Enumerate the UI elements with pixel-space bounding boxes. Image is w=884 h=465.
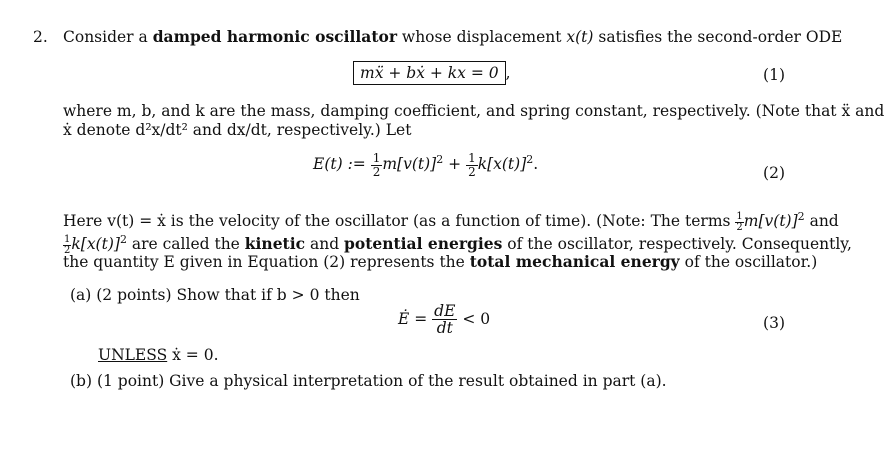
kinetic-exp: 2 <box>797 210 805 223</box>
equation-2-lhs: E(t) := <box>313 155 371 174</box>
equation-3 <box>398 303 490 337</box>
intro-line <box>63 28 842 47</box>
equation-2-term-2: k[x(t)] <box>477 155 527 174</box>
half-denominator: 2 <box>64 244 71 256</box>
equation-3-numerator: dE <box>434 302 456 320</box>
intro-variable: x(t) <box>566 28 594 46</box>
equation-2-number: (2) <box>763 164 785 182</box>
potential-exp: 2 <box>119 233 127 246</box>
intro-bold-term: damped harmonic oscillator <box>152 27 397 46</box>
half-numerator: 1 <box>372 151 381 165</box>
equation-2-half-2 <box>466 152 478 178</box>
equation-3-denominator: dt <box>436 319 453 338</box>
here-line-1-end: and <box>804 212 839 231</box>
kinetic-term: m[v(t)] <box>743 212 798 231</box>
equation-2 <box>313 152 538 178</box>
part-a-text: (a) (2 points) Show that if b > 0 then <box>70 286 360 304</box>
equation-2-term-1: m[v(t)] <box>382 155 437 174</box>
unless-underlined: UNLESS <box>98 346 168 364</box>
equation-2-plus: + <box>443 155 467 174</box>
total-energy-bold: total mechanical energy <box>469 252 680 271</box>
equation-1-number: (1) <box>763 66 785 84</box>
part-b-text: (b) (1 point) Give a physical interpretation of the result obtained in part (a). <box>70 372 667 390</box>
here-line-3-text-1: the quantity E given in Equation (2) represents the <box>63 253 470 271</box>
half-denominator: 2 <box>468 164 476 179</box>
unless-line <box>98 346 219 365</box>
equation-3-number: (3) <box>763 314 785 332</box>
equation-3-lhs: Ė = <box>398 309 433 328</box>
equation-2-tail: . <box>533 155 539 174</box>
here-line-1-text: Here v(t) = ẋ is the velocity of the oscillator (as a function of time). (Note: The terms <box>63 212 731 231</box>
half-numerator: 1 <box>64 233 71 245</box>
here-half-1 <box>735 212 743 233</box>
equation-1 <box>353 64 511 83</box>
here-line-3 <box>63 253 817 272</box>
equation-2-exp-2: 2 <box>526 152 534 166</box>
intro-text-2: whose displacement <box>397 28 567 46</box>
half-numerator: 1 <box>736 210 743 222</box>
problem-number: 2. <box>33 28 48 46</box>
intro-text-3: satisfies the second-order ODE <box>593 28 843 46</box>
here-line-2-text-1: are called the <box>126 235 245 254</box>
half-denominator: 2 <box>736 221 743 233</box>
unless-rest: ẋ = 0. <box>167 346 219 364</box>
where-line-1: where m, b, and k are the mass, damping coefficient, and spring constant, respectively. (Note that ẍ and <box>63 102 884 120</box>
equation-3-fraction <box>432 303 457 337</box>
here-line-2-text-3: of the oscillator, respectively. Consequently, <box>502 235 852 254</box>
here-line-1 <box>63 210 839 233</box>
potential-term: k[x(t)] <box>71 235 120 254</box>
half-numerator: 1 <box>468 151 476 165</box>
equation-1-tail: , <box>505 64 511 82</box>
equation-1-box: mẍ + bẋ + kx = 0 <box>353 61 506 85</box>
equation-3-rhs: < 0 <box>457 309 491 328</box>
where-line-2: ẋ denote d²x/dt² and dx/dt, respectively.) Let <box>63 121 412 139</box>
equation-2-half-1 <box>371 152 383 178</box>
intro-text-1: Consider a <box>63 28 153 46</box>
equation-2-exp-1: 2 <box>436 152 444 166</box>
potential-bold: potential energies <box>344 234 503 254</box>
half-denominator: 2 <box>372 164 381 179</box>
here-line-3-text-2: of the oscillator.) <box>679 253 818 271</box>
here-line-2-text-2: and <box>305 235 345 254</box>
kinetic-bold: kinetic <box>244 234 306 254</box>
